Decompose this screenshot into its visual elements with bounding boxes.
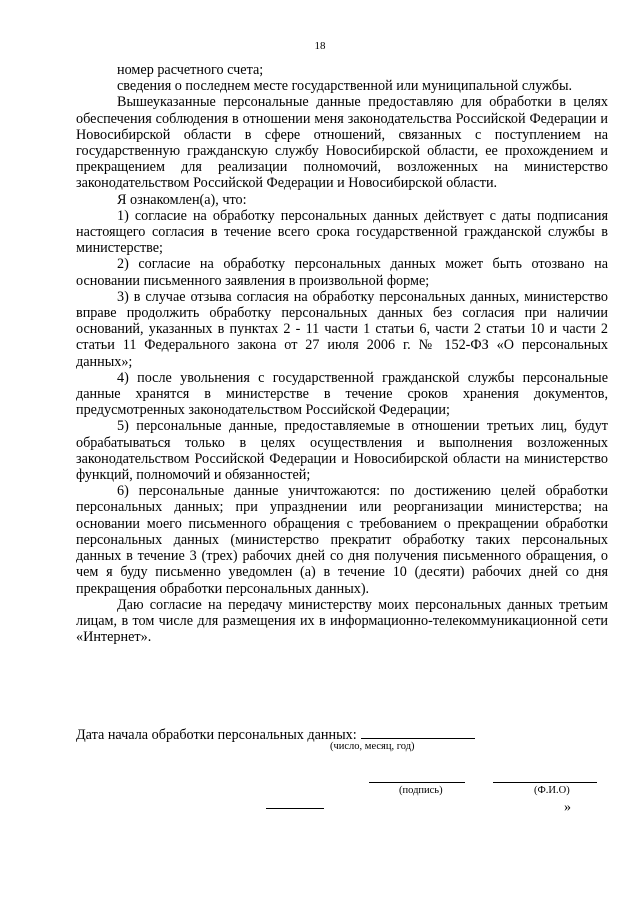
- date-day-blank[interactable]: [266, 808, 324, 809]
- paragraph-item-5: 5) персональные данные, предоставляемые в отношении третьих лиц, будут обрабатываться только в целях осуществления и выполнения возложенных законодательством Российской Федерации и Новосибирской области на министерство функций, полномочий и обязанностей;: [76, 418, 608, 484]
- paragraph-acknowledged: Я ознакомлен(а), что:: [117, 191, 247, 208]
- date-label: Дата начала обработки персональных данных:: [76, 727, 357, 743]
- fio-blank[interactable]: [493, 782, 597, 783]
- paragraph-item-1: 1) согласие на обработку персональных данных действует с даты подписания настоящего согласия в течение всего срока государственной гражданской службы в министерстве;: [76, 207, 608, 257]
- paragraph-item-6: 6) персональные данные уничтожаются: по достижению целей обработки персональных данных; при упразднении или реорганизации министерства; на основании моего письменного обращения с требованием о прекращении обработки персональных данных (министерство прекратит обработку таких персональных данных в течение 3 (трех) рабочих дней со дня получения письменного обращения, о чем я буду письменно уведомлен (а) в течение 10 (десяти) рабочих дней со дня прекращения обработки персональных данных).: [76, 483, 608, 597]
- signature-blank[interactable]: [369, 782, 465, 783]
- date-blank[interactable]: [361, 726, 475, 739]
- paragraph-item-2: 2) согласие на обработку персональных данных может быть отозвано на основании письменного заявления в произвольной форме;: [76, 256, 608, 289]
- paragraph-last-service: сведения о последнем месте государственной или муниципальной службы.: [117, 78, 573, 95]
- paragraph-consent-transfer: Даю согласие на передачу министерству моих персональных данных третьим лицам, в том числе для размещения их в информационно-телекоммуникационной сети «Интернет».: [76, 596, 608, 646]
- signature-caption: (подпись): [399, 785, 443, 796]
- fio-caption: (Ф.И.О): [534, 785, 570, 796]
- document-body: [76, 62, 608, 645]
- date-caption: (число, месяц, год): [330, 741, 415, 752]
- page-number: 18: [314, 40, 326, 52]
- paragraph-account-number: номер расчетного счета;: [117, 62, 264, 78]
- paragraph-item-3: 3) в случае отзыва согласия на обработку персональных данных, министерство вправе продолжить обработку персональных данных без согласия при наличии оснований, указанных в пунктах 2 - 11 части 1 статьи 6, части 2 статьи 10 и части 2 статьи 11 Федерального закона от 27 июля 2006 г. № 152-ФЗ «О персональных данных»;: [76, 288, 608, 370]
- closing-quote: »: [564, 800, 571, 815]
- processing-start-date-line: [76, 726, 496, 743]
- paragraph-purpose: Вышеуказанные персональные данные предоставляю для обработки в целях обеспечения соблюдения в отношении меня законодательства Российской Федерации и Новосибирской области в сфере отношений, связанных с поступлением на государственную гражданскую службу Новосибирской области, ее прохождением и прекращением для реализации полномочий, возложенных на министерство законодательством Российской Федерации и Новосибирской области.: [76, 94, 608, 192]
- paragraph-item-4: 4) после увольнения с государственной гражданской службы персональные данные хранятся в министерстве в течение сроков хранения документов, предусмотренных законодательством Российской Федерации;: [76, 369, 608, 419]
